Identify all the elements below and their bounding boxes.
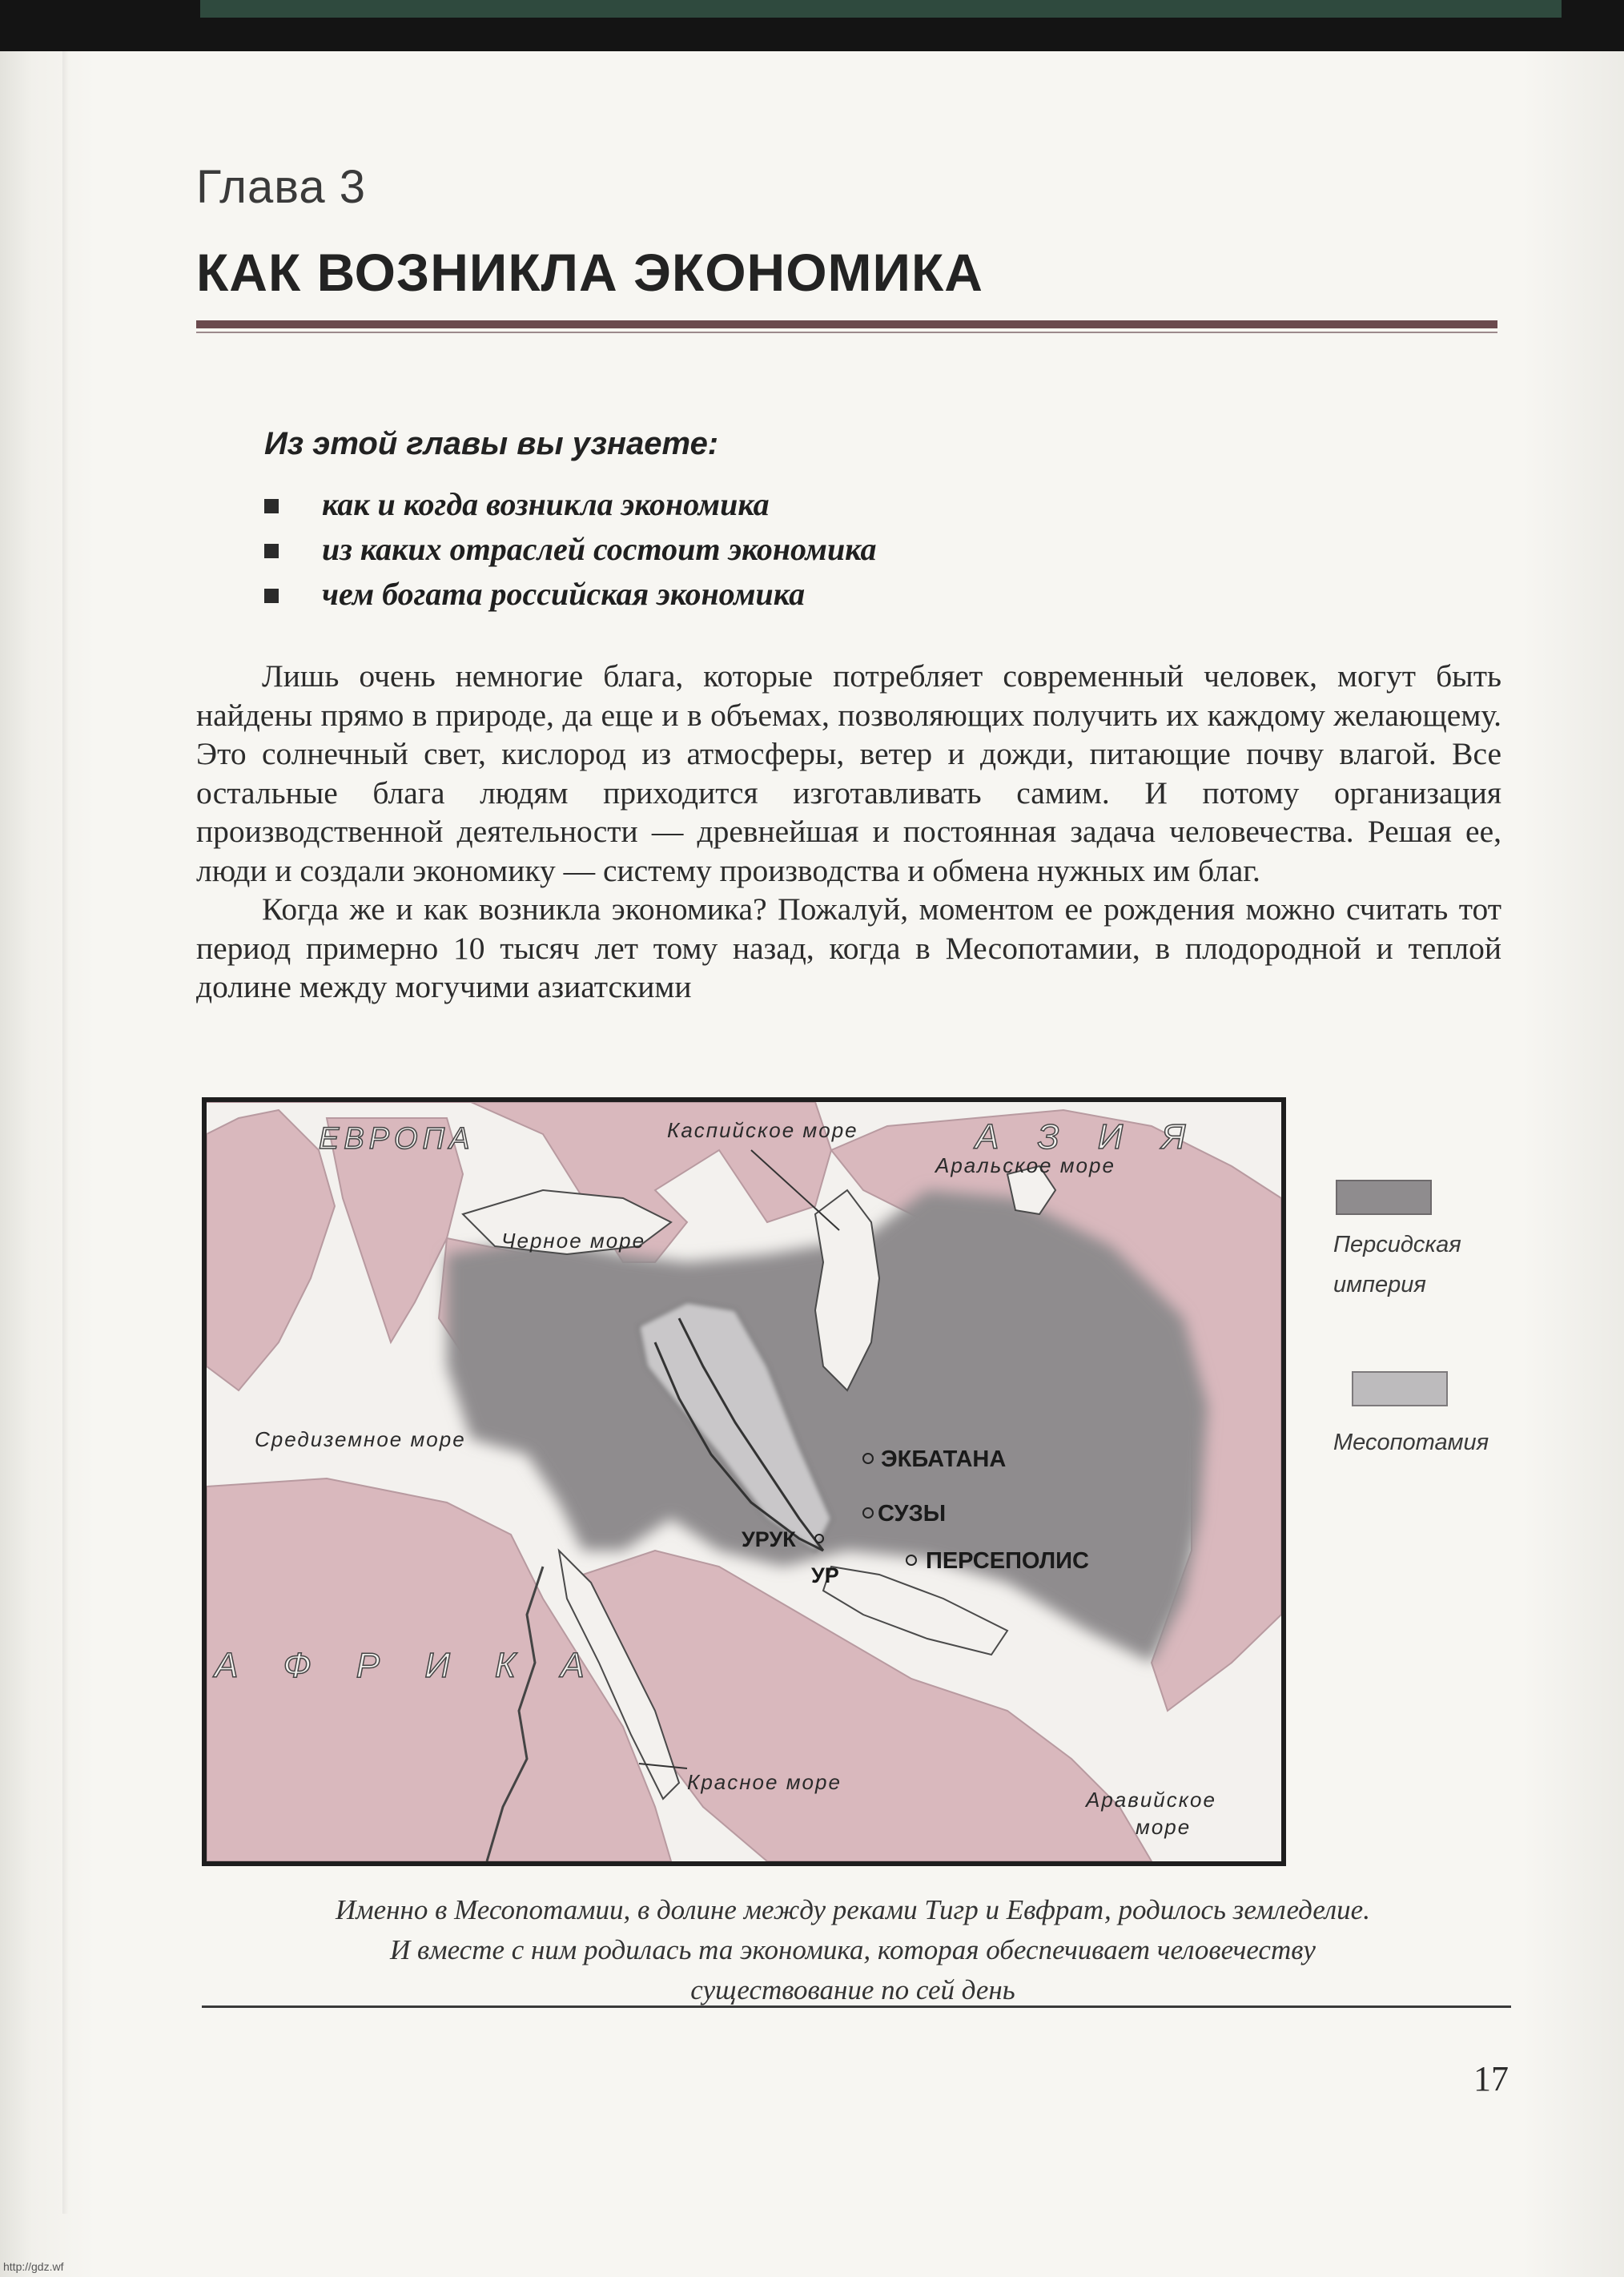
- chapter-label: Глава 3: [196, 161, 367, 213]
- map-label-uruk: УРУК: [742, 1527, 796, 1551]
- map-label-susa: СУЗЫ: [878, 1501, 947, 1527]
- scan-top-edge-tint: [200, 0, 1562, 18]
- square-bullet-icon: [264, 499, 279, 513]
- title-rule-thin: [196, 332, 1497, 333]
- square-bullet-icon: [264, 544, 279, 558]
- learn-heading: Из этой главы вы узнаете:: [264, 426, 719, 461]
- body-paragraph: Когда же и как возникла экономика? Пожалуй, моментом ее рождения можно считать тот период примерно 10 тысяч лет тому назад, когда в Месопотамии, в плодородной и теплой долине между могучими азиатскими: [196, 891, 1501, 1004]
- map-label-persepolis: ПЕРСЕПОЛИС: [926, 1548, 1089, 1574]
- caption-line: Именно в Месопотамии, в долине между реками Тигр и Евфрат, родилось земледелие.: [336, 1894, 1370, 1925]
- page-spine-shadow: [62, 51, 69, 2214]
- learn-list: [264, 485, 876, 620]
- map-label-mediterranean: Средиземное море: [255, 1427, 466, 1451]
- learn-item: [264, 485, 876, 530]
- map-label-ur: УР: [811, 1563, 839, 1587]
- legend-swatch-mesopotamia: [1352, 1371, 1448, 1406]
- legend-swatch-persian-empire: [1336, 1180, 1432, 1215]
- map-label-europe: ЕВРОПА: [319, 1122, 475, 1156]
- body-text: [196, 657, 1501, 1007]
- map-label-red: Красное море: [687, 1770, 842, 1794]
- legend-label-persian: Персидская: [1333, 1232, 1461, 1257]
- map-label-africa: А Ф Р И К А: [215, 1646, 602, 1685]
- learn-item-text: чем богата российская экономика: [322, 576, 806, 612]
- learn-item-text: как и когда возникла экономика: [322, 486, 770, 522]
- learn-item: [264, 530, 876, 575]
- caption-line: существование по сей день: [690, 1974, 1015, 2005]
- learn-item: [264, 575, 876, 620]
- map-label-aral: Аральское море: [935, 1153, 1115, 1177]
- title-rule: [196, 320, 1497, 328]
- map-label-black: Черное море: [501, 1229, 646, 1253]
- map-label-ecbatana: ЭКБАТАНА: [881, 1446, 1007, 1472]
- scan-top-edge: [0, 0, 1624, 51]
- square-bullet-icon: [264, 589, 279, 603]
- map-label-asia: А З И Я: [975, 1117, 1200, 1157]
- map-label-arabian-2: море: [1136, 1815, 1192, 1839]
- caption-line: И вместе с ним родилась та экономика, которая обеспечивает человечеству: [390, 1934, 1316, 1965]
- legend-label-mesopotamia: Месопотамия: [1333, 1430, 1489, 1455]
- legend-label-persian-2: империя: [1333, 1272, 1426, 1297]
- map-svg: [207, 1102, 1281, 1861]
- map-label-caspian: Каспийское море: [667, 1118, 858, 1142]
- caption-rule: [202, 2005, 1511, 2008]
- body-paragraph: Лишь очень немногие блага, которые потребляет современный человек, могут быть найдены прямо в природе, да еще и в объемах, позволяющих получить их каждому желающему. Это солнечный свет, кислород из атмосферы, ветер и дожди, питающие почву влагой. Все остальные блага людям приходится изготавливать самим. И потому организация производственной деятельности — древнейшая и постоянная задача человечества. Решая ее, люди и создали экономику — систему производства и обмена нужных им благ.: [196, 658, 1501, 888]
- watermark: http://gdz.wf: [3, 2260, 64, 2273]
- map-label-arabian: Аравийское: [1086, 1788, 1216, 1812]
- figure-caption: [196, 1890, 1509, 2010]
- page-number: 17: [1473, 2059, 1509, 2098]
- chapter-title: КАК ВОЗНИКЛА ЭКОНОМИКА: [196, 243, 983, 302]
- learn-item-text: из каких отраслей состоит экономика: [322, 531, 877, 567]
- map-figure: [202, 1097, 1286, 1866]
